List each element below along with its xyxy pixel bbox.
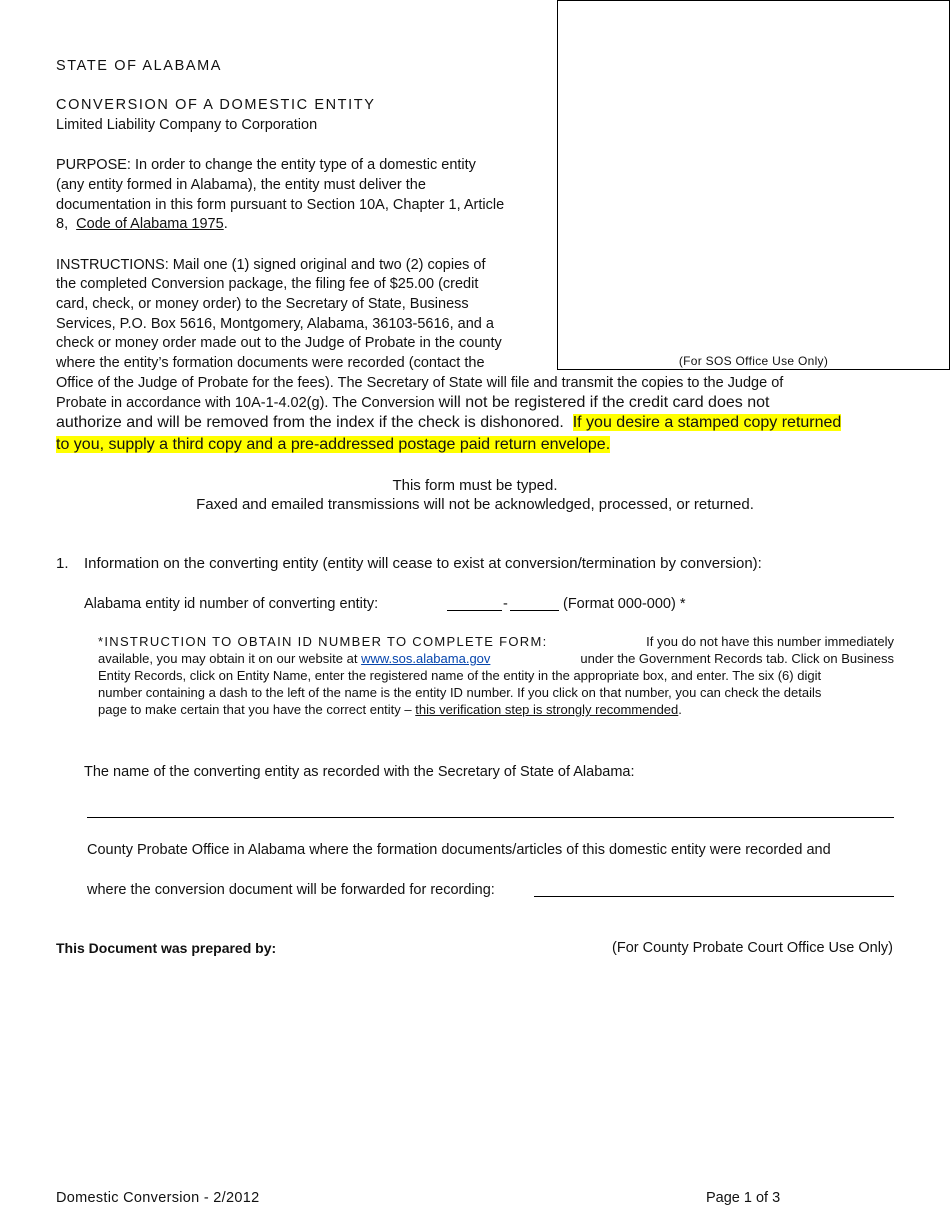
purpose-article-number: 8, [56, 216, 77, 232]
id-instruction-line-2-pre: available, you may obtain it on our website at [98, 651, 358, 666]
entity-id-label: Alabama entity id number of converting entity: [84, 596, 379, 612]
instructions-line-7: Office of the Judge of Probate for the fees). The Secretary of State will file and transmit the copies to the Judge of [56, 375, 784, 391]
county-probate-line-1: County Probate Office in Alabama where the formation documents/articles of this domestic entity were recorded and [87, 842, 831, 858]
id-instruction-line-5 [98, 701, 894, 718]
purpose-period: . [223, 216, 228, 232]
sos-office-use-box [557, 0, 950, 370]
id-instruction-line-1 [98, 633, 894, 650]
faxed-notice: Faxed and emailed transmissions will not be acknowledged, processed, or returned. [196, 496, 754, 513]
instructions-line-2: the completed Conversion package, the filing fee of $25.00 (credit [56, 276, 479, 292]
form-subtitle: Limited Liability Company to Corporation [56, 117, 318, 133]
instructions-line-9 [56, 413, 841, 433]
entity-id-dash: - [503, 596, 508, 612]
prepared-by-label: This Document was prepared by: [56, 940, 277, 956]
dishonored-check-text: authorize and will be removed from the index if the check is dishonored. [56, 414, 564, 431]
instructions-line-8 [56, 393, 769, 413]
purpose-line-4 [56, 214, 228, 234]
entity-id-part-2-field[interactable] [510, 594, 559, 611]
id-instruction-block [98, 633, 894, 718]
county-probate-line-2: where the conversion document will be forwarded for recording: [87, 882, 495, 898]
entity-name-label: The name of the converting entity as recorded with the Secretary of State of Alabama: [84, 764, 635, 780]
purpose-line-3: documentation in this form pursuant to Section 10A, Chapter 1, Article [56, 197, 505, 213]
id-instruction-line-3: Entity Records, click on Entity Name, enter the registered name of the entity in the appropriate box, and enter. The six (6) digit [98, 668, 822, 683]
entity-id-part-1-field[interactable] [447, 594, 502, 611]
typed-notice: This form must be typed. [392, 477, 558, 494]
county-probate-field[interactable] [534, 896, 894, 897]
verification-recommended-text: this verification step is strongly recommended [415, 702, 679, 717]
sos-website-link[interactable]: www.sos.alabama.gov [361, 651, 491, 666]
entity-id-format: (Format 000-000) * [563, 596, 686, 612]
instructions-line-6: where the entity’s formation documents were recorded (contact the [56, 355, 485, 371]
sos-office-use-caption: (For SOS Office Use Only) [678, 354, 829, 368]
instructions-line-5: check or money order made out to the Judge of Probate in the county [56, 335, 502, 351]
id-instruction-line-2 [98, 650, 894, 667]
instructions-line-3: card, check, or money order) to the Secretary of State, Business [56, 296, 469, 312]
instructions-line-4: Services, P.O. Box 5616, Montgomery, Alabama, 36103-5616, and a [56, 316, 494, 332]
purpose-line-2: (any entity formed in Alabama), the entity must deliver the [56, 177, 426, 193]
entity-name-field[interactable] [87, 817, 894, 818]
state-heading: STATE OF ALABAMA [56, 58, 223, 74]
id-instruction-line-2-post: under the Government Records tab. Click on Business [580, 651, 894, 666]
code-of-alabama-reference: Code of Alabama 1975 [76, 216, 224, 232]
section-1-number: 1. [56, 555, 69, 572]
id-instruction-line-1-tail: If you do not have this number immediately [646, 634, 894, 649]
id-instruction-line-5-pre: page to make certain that you have the correct entity – [98, 702, 412, 717]
id-instruction-line-5-post: . [678, 702, 682, 717]
footer-page-number: Page 1 of 3 [706, 1190, 781, 1206]
section-1-heading: Information on the converting entity (entity will cease to exist at conversion/termination by conversion): [84, 555, 762, 572]
county-probate-office-use: (For County Probate Court Office Use Only) [612, 940, 893, 956]
stamped-copy-highlight-1: If you desire a stamped copy returned [572, 414, 842, 431]
instructions-line-8-tail: will not be registered if the credit card does not [438, 394, 770, 411]
id-instruction-lead: *INSTRUCTION TO OBTAIN ID NUMBER TO COMPLETE FORM: [98, 634, 548, 649]
footer-form-id: Domestic Conversion - 2/2012 [56, 1190, 260, 1206]
instructions-line-10 [56, 435, 610, 455]
instructions-line-1: INSTRUCTIONS: Mail one (1) signed original and two (2) copies of [56, 257, 486, 273]
instructions-line-8-start: Probate in accordance with 10A-1-4.02(g). The Conversion [56, 395, 435, 411]
id-instruction-line-4: number containing a dash to the left of the name is the entity ID number. If you click on that number, you can check the details [98, 685, 822, 700]
stamped-copy-highlight-2: to you, supply a third copy and a pre-addressed postage paid return envelope. [56, 436, 611, 453]
form-title: CONVERSION OF A DOMESTIC ENTITY [56, 97, 376, 113]
purpose-line-1: PURPOSE: In order to change the entity type of a domestic entity [56, 157, 476, 173]
